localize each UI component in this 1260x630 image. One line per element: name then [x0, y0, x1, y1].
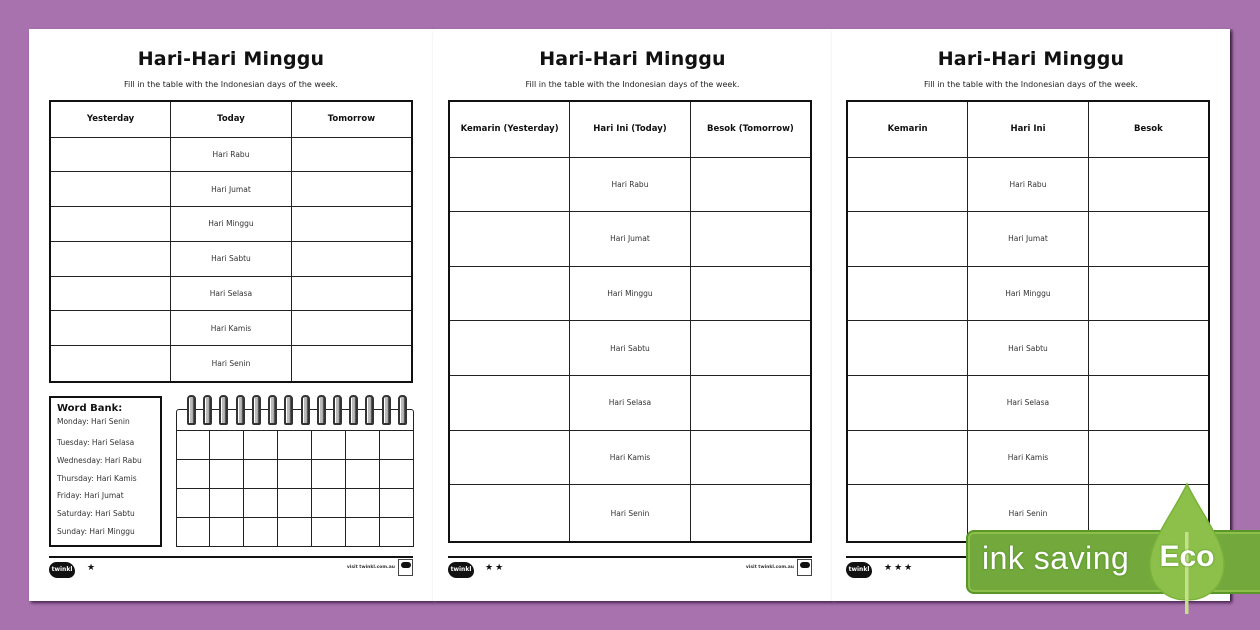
- blank-cell[interactable]: [50, 207, 171, 242]
- table-row: [449, 485, 811, 542]
- days-table: [49, 100, 413, 383]
- blank-cell[interactable]: [449, 266, 570, 321]
- today-cell: Hari Sabtu: [968, 321, 1089, 376]
- blank-cell[interactable]: [847, 321, 968, 376]
- table-row: [50, 137, 412, 172]
- table-row: [847, 266, 1209, 321]
- today-cell: Hari Senin: [968, 485, 1089, 542]
- blank-cell[interactable]: [449, 157, 570, 212]
- blank-cell[interactable]: [291, 276, 412, 311]
- difficulty-stars-icon: ★: [87, 563, 98, 573]
- visit-link[interactable]: visit twinkl.com.au: [346, 565, 395, 570]
- blank-cell[interactable]: [690, 485, 811, 542]
- today-cell: Hari Senin: [171, 346, 292, 383]
- quality-badge-icon: [797, 559, 812, 576]
- today-cell: Hari Kamis: [570, 430, 691, 485]
- today-cell: Hari Sabtu: [570, 321, 691, 376]
- blank-cell[interactable]: [291, 207, 412, 242]
- today-cell: Hari Rabu: [570, 157, 691, 212]
- table-row: [847, 375, 1209, 430]
- blank-cell[interactable]: [291, 172, 412, 207]
- word-bank-item: Monday: Hari Senin: [57, 417, 130, 426]
- blank-cell[interactable]: [847, 485, 968, 542]
- blank-cell[interactable]: [291, 137, 412, 172]
- table-row: [847, 212, 1209, 267]
- word-bank-item: Saturday: Hari Sabtu: [57, 509, 135, 519]
- calendar-illustration: [176, 409, 414, 547]
- days-table: [846, 100, 1210, 543]
- blank-cell[interactable]: [690, 375, 811, 430]
- page-instructions: Fill in the table with the Indonesian days of the week.: [124, 80, 338, 89]
- table-row: [50, 346, 412, 383]
- table-row: [50, 172, 412, 207]
- table-row: [847, 157, 1209, 212]
- today-cell: Hari Kamis: [171, 311, 292, 346]
- worksheet-page-2: [433, 29, 832, 601]
- table-row: [449, 266, 811, 321]
- word-bank-item: Friday: Hari Jumat: [57, 491, 124, 501]
- today-cell: Hari Rabu: [968, 157, 1089, 212]
- blank-cell[interactable]: [847, 430, 968, 485]
- today-cell: Hari Jumat: [968, 212, 1089, 267]
- blank-cell[interactable]: [50, 172, 171, 207]
- blank-cell[interactable]: [449, 375, 570, 430]
- column-header-today: Hari Ini: [968, 101, 1089, 157]
- column-header-today: Hari Ini (Today): [570, 101, 691, 157]
- page-title: Hari-Hari Minggu: [137, 48, 325, 70]
- blank-cell[interactable]: [291, 346, 412, 383]
- table-row: [449, 430, 811, 485]
- today-cell: Hari Minggu: [171, 207, 292, 242]
- table-row: [449, 375, 811, 430]
- today-cell: Hari Rabu: [171, 137, 292, 172]
- column-header-tomorrow: Besok (Tomorrow): [690, 101, 811, 157]
- today-cell: Hari Selasa: [171, 276, 292, 311]
- blank-cell[interactable]: [50, 137, 171, 172]
- blank-cell[interactable]: [847, 212, 968, 267]
- word-bank-title: Word Bank:: [57, 403, 123, 414]
- table-row: [847, 321, 1209, 376]
- page-title: Hari-Hari Minggu: [539, 48, 726, 70]
- table-row: [449, 321, 811, 376]
- ink-saving-label: ink saving: [982, 540, 1130, 576]
- twinkl-logo: twinkl: [448, 562, 474, 578]
- word-bank: [49, 396, 162, 547]
- column-header-tomorrow: Tomorrow: [291, 101, 412, 137]
- blank-cell[interactable]: [291, 241, 412, 276]
- page-title: Hari-Hari Minggu: [937, 48, 1125, 70]
- spiral-binding-icon: [187, 395, 407, 425]
- days-table: [448, 100, 812, 543]
- blank-cell[interactable]: [847, 266, 968, 321]
- footer-divider: [448, 556, 812, 558]
- word-bank-item: Sunday: Hari Minggu: [57, 526, 135, 536]
- column-header-yesterday: Kemarin: [847, 101, 968, 157]
- today-cell: Hari Selasa: [570, 375, 691, 430]
- word-bank-item: Wednesday: Hari Rabu: [57, 455, 142, 465]
- blank-cell[interactable]: [690, 266, 811, 321]
- column-header-yesterday: Yesterday: [50, 101, 171, 137]
- visit-link[interactable]: visit twinkl.com.au: [745, 565, 794, 570]
- difficulty-stars-icon: ★★★: [884, 563, 915, 573]
- today-cell: Hari Sabtu: [171, 241, 292, 276]
- today-cell: Hari Minggu: [968, 266, 1089, 321]
- blank-cell[interactable]: [690, 157, 811, 212]
- twinkl-logo: twinkl: [846, 562, 872, 578]
- blank-cell[interactable]: [690, 321, 811, 376]
- today-cell: Hari Jumat: [570, 212, 691, 267]
- today-cell: Hari Jumat: [171, 172, 292, 207]
- word-bank-item: Thursday: Hari Kamis: [57, 473, 137, 483]
- blank-cell[interactable]: [449, 485, 570, 542]
- word-bank-item: Tuesday: Hari Selasa: [57, 438, 135, 447]
- calendar-grid: [176, 430, 414, 547]
- difficulty-stars-icon: ★★: [485, 563, 506, 573]
- blank-cell[interactable]: [50, 311, 171, 346]
- today-cell: Hari Senin: [570, 485, 691, 542]
- blank-cell[interactable]: [1088, 321, 1209, 376]
- blank-cell[interactable]: [847, 157, 968, 212]
- blank-cell[interactable]: [50, 276, 171, 311]
- blank-cell[interactable]: [50, 241, 171, 276]
- column-header-tomorrow: Besok: [1088, 101, 1209, 157]
- quality-badge-icon: [398, 559, 413, 576]
- blank-cell[interactable]: [449, 212, 570, 267]
- blank-cell[interactable]: [449, 321, 570, 376]
- blank-cell[interactable]: [1088, 266, 1209, 321]
- today-cell: Hari Selasa: [968, 375, 1089, 430]
- today-cell: Hari Minggu: [570, 266, 691, 321]
- column-header-yesterday: Kemarin (Yesterday): [449, 101, 570, 157]
- table-row: [847, 430, 1209, 485]
- worksheet-page-1: [29, 29, 433, 601]
- blank-cell[interactable]: [1088, 375, 1209, 430]
- table-row: [50, 241, 412, 276]
- twinkl-logo: twinkl: [49, 562, 75, 578]
- blank-cell[interactable]: [690, 212, 811, 267]
- blank-cell[interactable]: [50, 346, 171, 383]
- page-instructions: Fill in the table with the Indonesian days of the week.: [525, 80, 740, 89]
- table-row: [50, 207, 412, 242]
- column-header-today: Today: [171, 101, 292, 137]
- blank-cell[interactable]: [690, 430, 811, 485]
- blank-cell[interactable]: [847, 375, 968, 430]
- blank-cell[interactable]: [1088, 212, 1209, 267]
- blank-cell[interactable]: [291, 311, 412, 346]
- blank-cell[interactable]: [1088, 157, 1209, 212]
- blank-cell[interactable]: [449, 430, 570, 485]
- blank-cell[interactable]: [1088, 430, 1209, 485]
- footer-divider: [49, 556, 413, 558]
- page-instructions: Fill in the table with the Indonesian days of the week.: [924, 80, 1138, 89]
- eco-label: Eco: [1159, 540, 1215, 573]
- table-row: [50, 276, 412, 311]
- table-row: [449, 157, 811, 212]
- table-row: [50, 311, 412, 346]
- today-cell: Hari Kamis: [968, 430, 1089, 485]
- table-row: [449, 212, 811, 267]
